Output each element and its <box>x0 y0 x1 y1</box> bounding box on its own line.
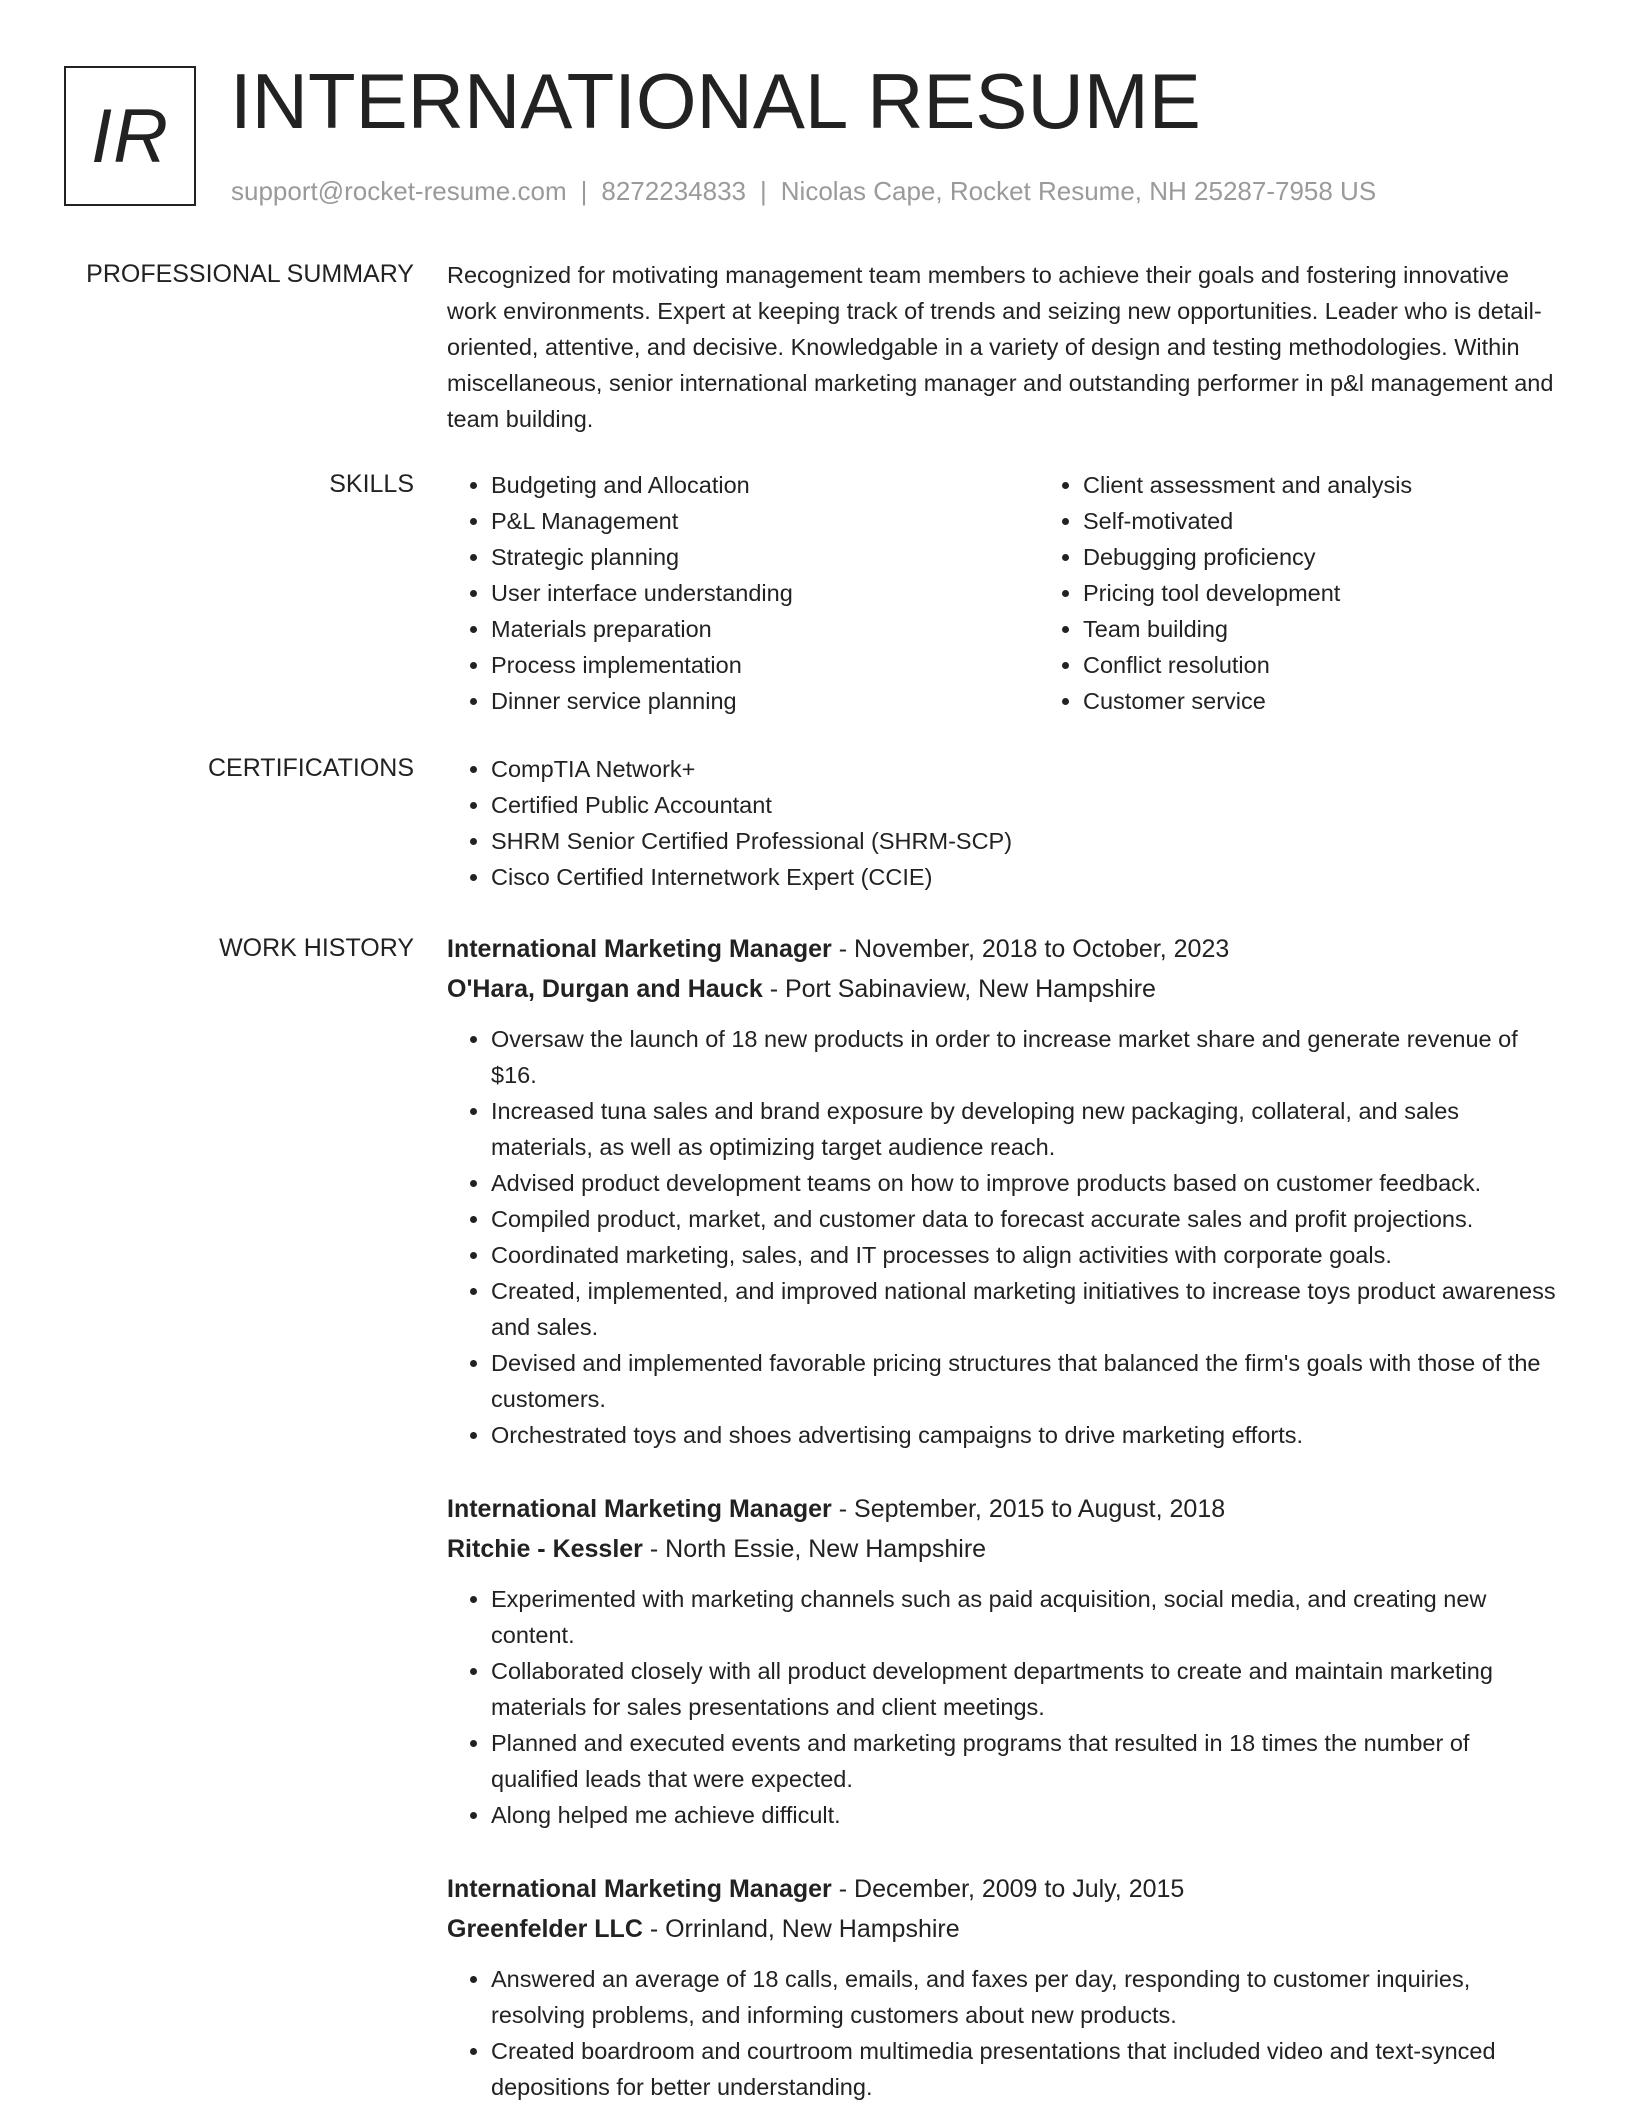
job-dates: - December, 2009 to July, 2015 <box>831 1875 1185 1903</box>
job-title-line <box>447 929 1562 969</box>
summary-heading: PROFESSIONAL SUMMARY <box>86 260 414 288</box>
list-item: • Collaborated closely with all product development departments to create and maintain marketing materials for sales presentations and client meetings. <box>491 1653 1562 1725</box>
contact-address: Nicolas Cape, Rocket Resume, NH 25287-7958 US <box>780 176 1377 206</box>
list-item: • Pricing tool development <box>1083 575 1631 611</box>
list-item: • Devised and implemented favorable pricing structures that balanced the firm's goals with those of the customers. <box>491 1345 1562 1417</box>
skills-body <box>447 467 1562 719</box>
list-item: • Debugging proficiency <box>1083 539 1631 575</box>
job-entry <box>447 1869 1562 2105</box>
skills-list-right <box>1039 467 1631 719</box>
certifications-body <box>447 751 1562 895</box>
list-item: • Certified Public Accountant <box>491 787 1562 823</box>
company-line <box>447 969 1562 1009</box>
list-item: • Customer service <box>1083 683 1631 719</box>
job-title: International Marketing Manager <box>447 935 832 963</box>
job-title-line <box>447 1489 1562 1529</box>
company-name: Greenfelder LLC <box>447 1915 643 1943</box>
list-item: • Advised product development teams on how to improve products based on customer feedback. <box>491 1165 1562 1201</box>
contact-line <box>231 174 1376 208</box>
job-bullets <box>447 1021 1562 1453</box>
skills-list-left <box>447 467 1039 719</box>
company-name: Ritchie - Kessler <box>447 1535 643 1563</box>
certifications-list <box>447 751 1562 895</box>
resume-title: INTERNATIONAL RESUME <box>230 57 1201 145</box>
certifications-heading: CERTIFICATIONS <box>207 754 414 782</box>
skills-columns <box>447 467 1562 719</box>
list-item: • Oversaw the launch of 18 new products in order to increase market share and generate revenue of $16. <box>491 1021 1562 1093</box>
job-title-line <box>447 1869 1562 1909</box>
list-item: • Coordinated marketing, sales, and IT processes to align activities with corporate goals. <box>491 1237 1562 1273</box>
list-item: • Strategic planning <box>491 539 1039 575</box>
company-location: - North Essie, New Hampshire <box>642 1535 987 1563</box>
list-item: • Created, implemented, and improved national marketing initiatives to increase toys product awareness and sales. <box>491 1273 1562 1345</box>
list-item: • Materials preparation <box>491 611 1039 647</box>
list-item: • Experimented with marketing channels such as paid acquisition, social media, and creating new content. <box>491 1581 1562 1653</box>
list-item: • Cisco Certified Internetwork Expert (CCIE) <box>491 859 1562 895</box>
job-bullets <box>447 1961 1562 2105</box>
company-line <box>447 1529 1562 1569</box>
work-history-body <box>447 929 1562 2112</box>
job-title: International Marketing Manager <box>447 1495 832 1523</box>
work-history-heading: WORK HISTORY <box>219 934 414 962</box>
contact-separator: | <box>760 176 767 206</box>
company-line <box>447 1909 1562 1949</box>
summary-body <box>447 257 1562 437</box>
job-dates: - September, 2015 to August, 2018 <box>831 1495 1226 1523</box>
list-item: • User interface understanding <box>491 575 1039 611</box>
list-item: • Self-motivated <box>1083 503 1631 539</box>
company-name: O'Hara, Durgan and Hauck <box>447 975 763 1003</box>
monogram-logo: IR <box>64 66 196 206</box>
list-item: • Team building <box>1083 611 1631 647</box>
contact-email[interactable]: support@rocket-resume.com <box>231 176 567 206</box>
list-item: • Dinner service planning <box>491 683 1039 719</box>
contact-phone[interactable]: 8272234833 <box>601 176 746 206</box>
company-location: - Orrinland, New Hampshire <box>642 1915 960 1943</box>
list-item: • SHRM Senior Certified Professional (SHRM-SCP) <box>491 823 1562 859</box>
list-item: • Compiled product, market, and customer data to forecast accurate sales and profit projections. <box>491 1201 1562 1237</box>
list-item: • Process implementation <box>491 647 1039 683</box>
list-item: • Planned and executed events and marketing programs that resulted in 18 times the number of qualified leads that were expected. <box>491 1725 1562 1797</box>
list-item: • Along helped me achieve difficult. <box>491 1797 1562 1833</box>
list-item: • Answered an average of 18 calls, emails, and faxes per day, responding to customer inquiries, resolving problems, and informing customers about new products. <box>491 1961 1562 2033</box>
list-item: • Budgeting and Allocation <box>491 467 1039 503</box>
list-item: • Conflict resolution <box>1083 647 1631 683</box>
list-item: • Created boardroom and courtroom multimedia presentations that included video and text-synced depositions for better understanding. <box>491 2033 1562 2105</box>
summary-text: Recognized for motivating management team members to achieve their goals and fostering innovative work environments. Expert at keeping track of trends and seizing new opportunities. Leader who is detail-oriented, attentive, and decisive. Knowledgable in a variety of design and testing methodologies. Within miscellaneous, senior international marketing manager and outstanding performer in p&l management and team building. <box>447 262 1554 432</box>
job-bullets <box>447 1581 1562 1833</box>
job-entry <box>447 929 1562 1453</box>
list-item: • P&L Management <box>491 503 1039 539</box>
skills-heading: SKILLS <box>329 470 414 498</box>
list-item: • Increased tuna sales and brand exposure by developing new packaging, collateral, and sales materials, as well as optimizing target audience reach. <box>491 1093 1562 1165</box>
job-title: International Marketing Manager <box>447 1875 832 1903</box>
company-location: - Port Sabinaview, New Hampshire <box>762 975 1156 1003</box>
contact-separator: | <box>580 176 588 206</box>
job-entry <box>447 1489 1562 1833</box>
list-item: • Orchestrated toys and shoes advertising campaigns to drive marketing efforts. <box>491 1417 1562 1453</box>
list-item: • Client assessment and analysis <box>1083 467 1631 503</box>
list-item: • CompTIA Network+ <box>491 751 1562 787</box>
job-dates: - November, 2018 to October, 2023 <box>831 935 1230 963</box>
